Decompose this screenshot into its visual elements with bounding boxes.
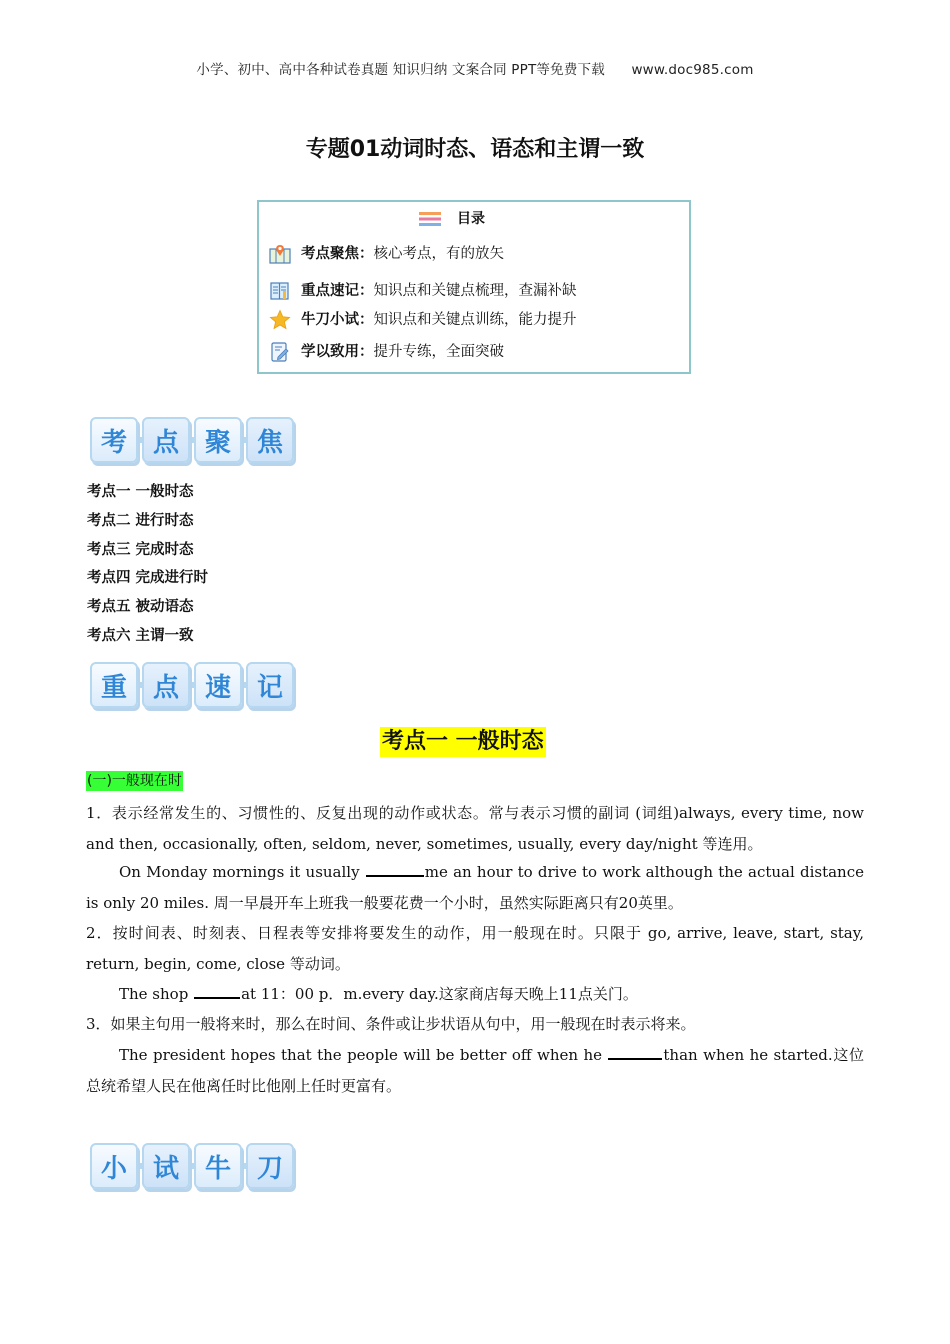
toc-label: 牛刀小试： [301,312,374,328]
paragraph-2: 2．按时间表、时刻表、日程表等安排将要发生的动作，用一般现在时。只限于 go, arrive, leave, start, stay, return, begin, come, close 等动词。 [86,924,864,973]
badge-tile: 刀 [246,1143,294,1189]
badge-tile: 重 [90,662,138,708]
badge-notes [90,659,294,711]
badge-tile: 试 [142,1143,190,1189]
badge-tile: 焦 [246,417,294,463]
toc-heading [419,208,485,228]
example-3 [86,1040,864,1101]
badge-tile: 记 [246,662,294,708]
paragraph-3: 3．如果主句用一般将来时，那么在时间、条件或让步状语从句中，用一般现在时表示将来。 [86,1015,696,1033]
list-item[interactable]: 考点五 被动语态 [87,599,194,616]
list-icon [419,212,441,226]
star-icon [269,309,291,331]
badge-trial [90,1140,294,1192]
toc-item-trial[interactable] [269,308,577,332]
badge-tile: 考 [90,417,138,463]
list-item[interactable]: 考点一 一般时态 [87,484,194,500]
toc-desc: 知识点和关键点训练，能力提升 [373,312,577,328]
list-item[interactable]: 考点三 完成时态 [87,541,194,558]
toc-item-practice[interactable] [269,340,504,364]
edit-icon [269,341,291,363]
toc-label: 考点聚焦： [301,246,374,262]
toc-item-focus[interactable] [269,242,504,266]
list-item[interactable]: 考点四 完成进行时 [87,570,209,587]
example-text: than when he started.这位总统希望人民在他离任时比他刚上任时更富有。 [86,1046,864,1095]
badge-tile: 点 [142,662,190,708]
sub-section-label: (一)一般现在时 [87,773,182,789]
answer-blank[interactable] [366,861,424,877]
example-text: me an hour to drive to work although the actual distance is only 20 miles. 周一早晨开车上班我一般要花费一个小时，虽然实际距离只有20英里。 [86,863,864,912]
example-text: The shop [119,985,194,1003]
toc-desc: 提升专练，全面突破 [373,344,504,360]
map-pin-icon [269,243,291,265]
badge-tile: 牛 [194,1143,242,1189]
toc-label: 重点速记： [301,283,374,299]
toc-desc: 知识点和关键点梳理，查漏补缺 [373,283,577,299]
example-2 [86,979,864,1010]
badge-tile: 点 [142,417,190,463]
badge-tile: 聚 [194,417,242,463]
example-1 [86,857,864,918]
section-title: 考点一 一般时态 [380,727,546,757]
list-item[interactable]: 考点二 进行时态 [87,512,194,529]
site-header [0,58,950,78]
toc-label: 学以致用： [301,344,374,360]
list-item[interactable]: 考点六 主谓一致 [87,627,194,644]
badge-tile: 速 [194,662,242,708]
toc-item-notes[interactable] [269,279,577,303]
answer-blank[interactable] [608,1044,662,1060]
toc-heading-text: 目录 [457,211,485,227]
badge-tile: 小 [90,1143,138,1189]
header-text: 小学、初中、高中各种试卷真题 知识归纳 文案合同 PPT等免费下载 [196,62,605,78]
document-title: 专题01动词时态、语态和主谓一致 [305,137,645,162]
example-text: at 11：00 p．m.every day.这家商店每天晚上11点关门。 [241,985,638,1003]
toc-box [257,200,691,374]
paragraph-1: 1．表示经常发生的、习惯性的、反复出现的动作或状态。常与表示习惯的副词 (词组)always, every time, now and then, occasionally, often, seldom, never, sometimes, usually, every day/night 等连用。 [86,804,864,853]
answer-blank[interactable] [194,983,240,999]
header-url-link[interactable]: www.doc985.com [631,62,754,78]
example-text: The president hopes that the people will be better off when he [119,1046,608,1064]
badge-focus [90,414,294,466]
book-icon [269,280,291,302]
key-point-list [87,482,208,655]
example-text: On Monday mornings it usually [119,863,365,881]
toc-desc: 核心考点，有的放矢 [373,246,504,262]
